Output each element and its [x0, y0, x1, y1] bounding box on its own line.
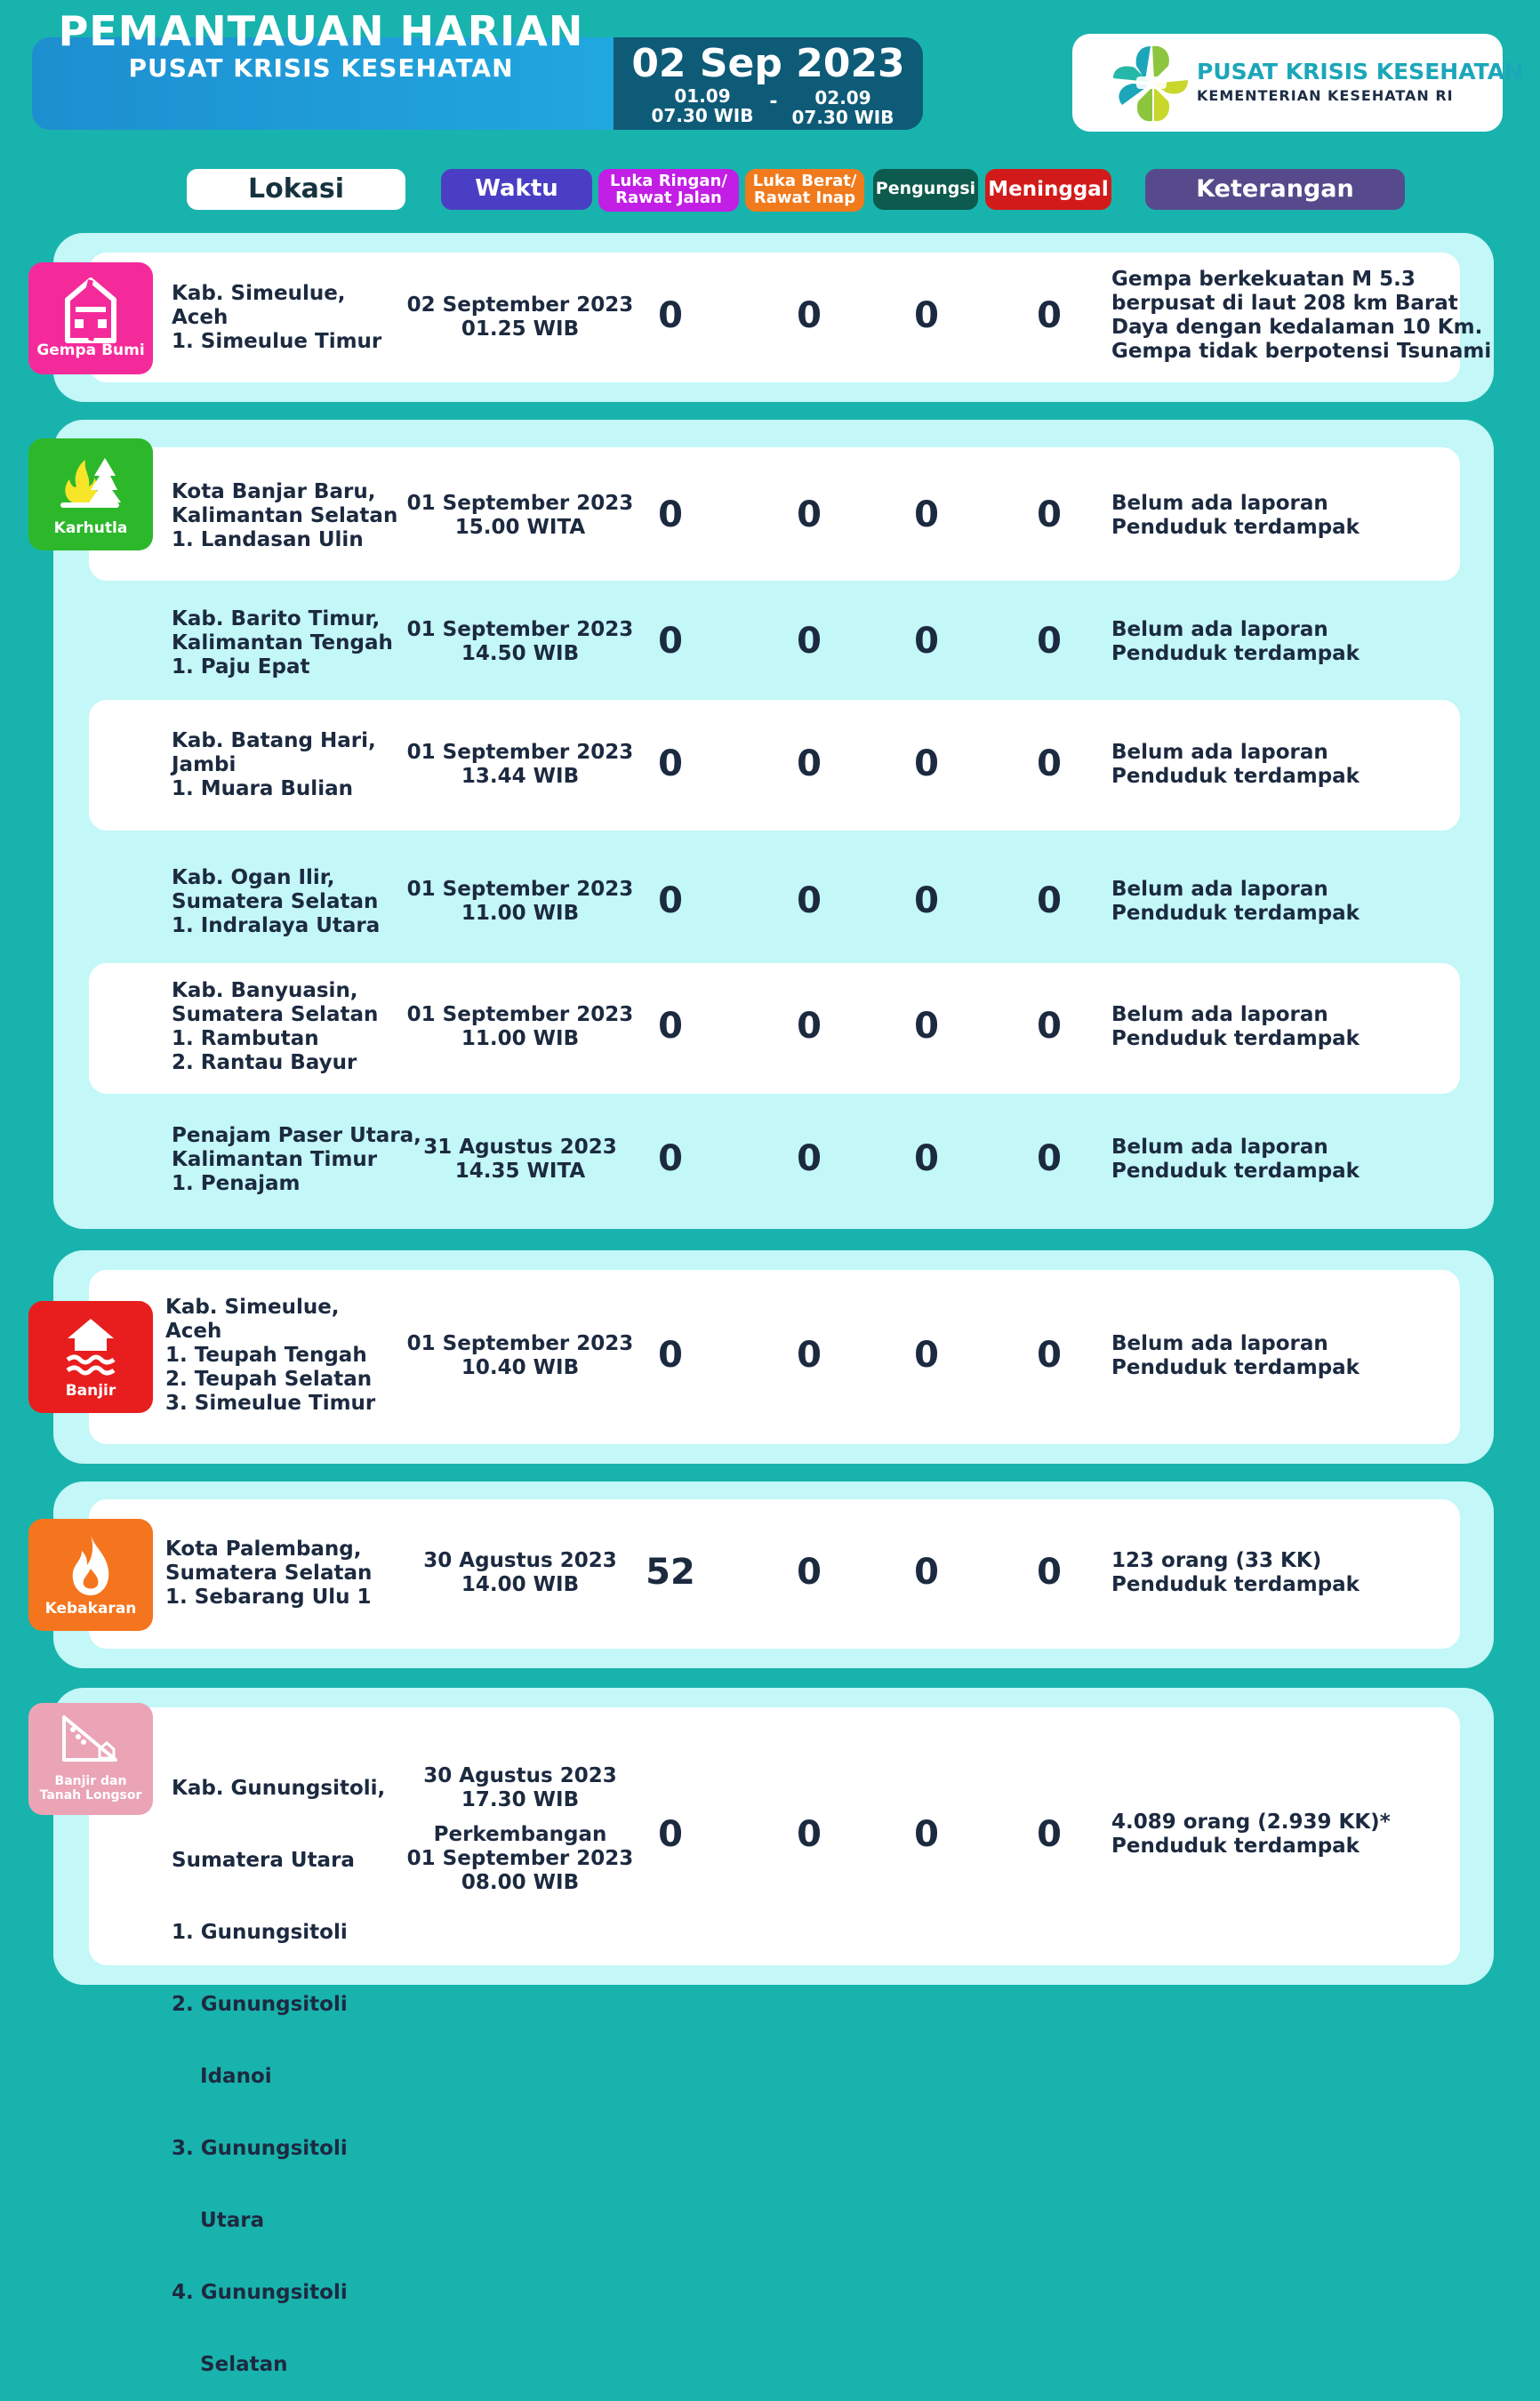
luka-berat-value: 0: [797, 1552, 822, 1593]
location-line: Idanoi: [172, 2065, 272, 2088]
keterangan-line: Belum ada laporan: [1111, 1136, 1328, 1159]
luka-berat-value: 0: [797, 1138, 822, 1179]
time-line: 01 September 2023: [406, 1003, 634, 1026]
meninggal-value: 0: [1037, 494, 1062, 535]
luka-ringan-value: 0: [658, 880, 683, 921]
location-line: Kab. Gunungsitoli,: [172, 1777, 386, 1800]
location-line: Sumatera Utara: [172, 1849, 355, 1872]
time-line: 01 September 2023: [406, 492, 634, 515]
location-text: [165, 1538, 372, 1610]
keterangan-line: Gempa berkekuatan M 5.3: [1111, 268, 1416, 291]
location-line: Penajam Paser Utara,: [172, 1124, 421, 1147]
pengungsi-value: 0: [914, 1814, 939, 1855]
col-header-luka-berat-line1: Luka Berat/: [752, 172, 857, 191]
logo-subtitle: KEMENTERIAN KESEHATAN RI: [1197, 87, 1454, 104]
house-cracked-icon: [64, 277, 117, 344]
location-line: 4. Gunungsitoli: [172, 2281, 348, 2304]
keterangan-text: [1111, 1811, 1391, 1859]
keterangan-text: [1111, 1332, 1360, 1380]
location-text: [172, 1124, 421, 1196]
pengungsi-value: 0: [914, 295, 939, 336]
luka-ringan-value: 0: [658, 1814, 683, 1855]
category-badge-banjir: [28, 1301, 153, 1413]
pengungsi-value: 0: [914, 494, 939, 535]
keterangan-line: Penduduk terdampak: [1111, 1356, 1360, 1379]
pengungsi-value: 0: [914, 621, 939, 662]
time-line: 10.40 WIB: [461, 1356, 580, 1379]
meninggal-value: 0: [1037, 743, 1062, 784]
location-line: Kab. Barito Timur,: [172, 607, 381, 630]
flame-icon: [64, 1533, 117, 1597]
period-to-date: 02.09: [814, 87, 871, 108]
time-line: 13.44 WIB: [461, 765, 580, 788]
location-line: 1. Landasan Ulin: [172, 528, 364, 551]
location-line: Kalimantan Tengah: [172, 631, 393, 654]
location-line: Kalimantan Selatan: [172, 504, 398, 527]
category-label-line: Tanah Longsor: [39, 1788, 142, 1803]
location-text: [172, 979, 378, 1075]
meninggal-value: 0: [1037, 295, 1062, 336]
location-line: Kab. Ogan Ilir,: [172, 866, 335, 889]
keterangan-line: Penduduk terdampak: [1111, 902, 1360, 925]
luka-ringan-value: 0: [658, 621, 683, 662]
luka-berat-value: 0: [797, 494, 822, 535]
period-from-time: 07.30 WIB: [651, 105, 754, 126]
keterangan-line: Penduduk terdampak: [1111, 1835, 1360, 1858]
meninggal-value: 0: [1037, 1006, 1062, 1047]
location-line: 3. Gunungsitoli: [172, 2137, 348, 2160]
luka-berat-value: 0: [797, 880, 822, 921]
location-line: Sumatera Selatan: [172, 890, 379, 913]
location-line: 1. Sebarang Ulu 1: [165, 1586, 372, 1609]
time-line: 01.25 WIB: [461, 317, 580, 341]
period-to-time: 07.30 WIB: [791, 107, 894, 128]
location-line: Selatan: [172, 2353, 288, 2376]
pengungsi-value: 0: [914, 880, 939, 921]
time-text: [400, 1549, 640, 1597]
time-line: Perkembangan: [433, 1823, 607, 1846]
location-line: Kota Banjar Baru,: [172, 480, 376, 503]
keterangan-text: [1111, 1549, 1360, 1597]
location-line: Sumatera Selatan: [172, 1003, 379, 1026]
pengungsi-value: 0: [914, 1138, 939, 1179]
period-from-date: 01.09: [674, 85, 731, 107]
col-header-luka-ringan: [598, 169, 739, 212]
page-title: PEMANTAUAN HARIAN: [58, 7, 584, 55]
luka-ringan-value: 0: [658, 1006, 683, 1047]
logo-icon: [1110, 41, 1191, 126]
location-text: [172, 866, 380, 938]
keterangan-line: Penduduk terdampak: [1111, 1160, 1360, 1183]
location-line: Aceh: [172, 306, 229, 329]
col-header-meninggal: Meninggal: [985, 169, 1111, 210]
luka-berat-value: 0: [797, 743, 822, 784]
keterangan-line: Gempa tidak berpotensi Tsunami: [1111, 340, 1492, 363]
keterangan-line: Belum ada laporan: [1111, 1003, 1328, 1026]
keterangan-text: [1111, 492, 1360, 540]
location-line: 1. Simeulue Timur: [172, 330, 382, 353]
keterangan-line: Belum ada laporan: [1111, 1332, 1328, 1355]
flood-house-icon: [64, 1315, 117, 1377]
keterangan-line: Daya dengan kedalaman 10 Km.: [1111, 316, 1483, 339]
luka-berat-value: 0: [797, 1335, 822, 1376]
col-header-luka-ringan-line2: Rawat Jalan: [615, 189, 722, 207]
time-line: 15.00 WITA: [454, 516, 586, 539]
pengungsi-value: 0: [914, 743, 939, 784]
time-text: [400, 618, 640, 666]
time-text: [400, 1136, 640, 1184]
pengungsi-value: 0: [914, 1552, 939, 1593]
category-badge-kebakaran: [28, 1519, 153, 1631]
meninggal-value: 0: [1037, 1814, 1062, 1855]
keterangan-line: 4.089 orang (2.939 KK)*: [1111, 1811, 1391, 1834]
col-header-luka-berat-line2: Rawat Inap: [753, 189, 856, 207]
location-line: 2. Gunungsitoli: [172, 1993, 348, 2016]
col-header-luka-berat: [745, 169, 864, 212]
meninggal-value: 0: [1037, 880, 1062, 921]
keterangan-line: 123 orang (33 KK): [1111, 1549, 1322, 1572]
keterangan-line: Penduduk terdampak: [1111, 1573, 1360, 1596]
location-line: 1. Indralaya Utara: [172, 914, 381, 937]
category-badge-karhutla: [28, 438, 153, 550]
location-line: Kab. Simeulue,: [165, 1296, 340, 1319]
location-text: [172, 282, 381, 354]
keterangan-line: Penduduk terdampak: [1111, 516, 1360, 539]
keterangan-text: [1111, 268, 1491, 364]
location-line: 3. Simeulue Timur: [165, 1392, 376, 1415]
luka-ringan-value: 0: [658, 743, 683, 784]
time-text: [400, 1003, 640, 1051]
time-line: 08.00 WIB: [461, 1871, 580, 1894]
keterangan-line: Belum ada laporan: [1111, 618, 1328, 641]
category-label: Kebakaran: [44, 1600, 137, 1618]
meninggal-value: 0: [1037, 1335, 1062, 1376]
keterangan-line: Belum ada laporan: [1111, 878, 1328, 901]
time-text: [400, 1332, 640, 1380]
time-text: [400, 1764, 640, 1895]
time-line: 01 September 2023: [406, 1847, 634, 1870]
time-line: 02 September 2023: [406, 293, 634, 317]
location-line: Aceh: [165, 1320, 222, 1343]
keterangan-line: Belum ada laporan: [1111, 492, 1328, 515]
time-line: 14.35 WITA: [454, 1160, 586, 1183]
location-line: Sumatera Selatan: [165, 1562, 373, 1585]
time-line: 30 Agustus 2023: [423, 1549, 617, 1572]
location-line: 1. Teupah Tengah: [165, 1344, 367, 1367]
luka-ringan-value: 0: [658, 1335, 683, 1376]
category-label: [28, 1774, 153, 1803]
landslide-icon: [60, 1714, 119, 1763]
luka-berat-value: 0: [797, 295, 822, 336]
luka-ringan-value: 52: [646, 1552, 695, 1593]
time-text: [400, 741, 640, 789]
period-separator: -: [769, 91, 778, 113]
category-label-line: Banjir dan: [54, 1774, 127, 1788]
time-text: [400, 492, 640, 540]
location-line: 1. Muara Bulian: [172, 777, 353, 800]
luka-ringan-value: 0: [658, 494, 683, 535]
time-line: 01 September 2023: [406, 878, 634, 901]
meninggal-value: 0: [1037, 1138, 1062, 1179]
location-text: [172, 729, 376, 801]
category-badge-longsor: [28, 1703, 153, 1815]
keterangan-text: [1111, 1136, 1360, 1184]
category-label: Karhutla: [53, 519, 128, 537]
location-line: Kab. Batang Hari,: [172, 729, 376, 752]
location-text: [172, 1729, 385, 2401]
location-line: Kota Palembang,: [165, 1538, 362, 1561]
col-header-waktu: Waktu: [441, 169, 592, 210]
luka-berat-value: 0: [797, 621, 822, 662]
category-label: Banjir: [65, 1382, 116, 1400]
location-line: 2. Rantau Bayur: [172, 1051, 357, 1074]
luka-berat-value: 0: [797, 1814, 822, 1855]
keterangan-line: berpusat di laut 208 km Barat: [1111, 292, 1458, 315]
location-line: Jambi: [172, 753, 237, 776]
time-line: 01 September 2023: [406, 1332, 634, 1355]
time-line: 01 September 2023: [406, 618, 634, 641]
location-line: Kab. Banyuasin,: [172, 979, 358, 1002]
page-subtitle: PUSAT KRISIS KESEHATAN: [128, 53, 514, 83]
time-line: 31 Agustus 2023: [423, 1136, 617, 1159]
col-header-pengungsi: Pengungsi: [873, 169, 978, 210]
location-line: Utara: [172, 2209, 265, 2232]
keterangan-line: Penduduk terdampak: [1111, 1027, 1360, 1050]
time-line: 11.00 WIB: [461, 1027, 580, 1050]
luka-berat-value: 0: [797, 1006, 822, 1047]
time-text: [400, 293, 640, 341]
location-text: [172, 607, 393, 679]
col-header-luka-ringan-line1: Luka Ringan/: [610, 172, 727, 191]
keterangan-text: [1111, 1003, 1360, 1051]
keterangan-text: [1111, 741, 1360, 789]
location-line: Kab. Simeulue,: [172, 282, 346, 305]
meninggal-value: 0: [1037, 1552, 1062, 1593]
keterangan-line: Penduduk terdampak: [1111, 765, 1360, 788]
time-line: 30 Agustus 2023: [423, 1764, 617, 1787]
time-line: 14.00 WIB: [461, 1573, 580, 1596]
pengungsi-value: 0: [914, 1006, 939, 1047]
keterangan-line: Penduduk terdampak: [1111, 642, 1360, 665]
location-line: Kalimantan Timur: [172, 1148, 378, 1171]
time-spacer: [400, 1812, 640, 1823]
time-line: 01 September 2023: [406, 741, 634, 764]
time-line: 11.00 WIB: [461, 902, 580, 925]
forest-fire-icon: [59, 453, 121, 510]
location-line: 1. Paju Epat: [172, 655, 310, 679]
pengungsi-value: 0: [914, 1335, 939, 1376]
keterangan-line: Belum ada laporan: [1111, 741, 1328, 764]
luka-ringan-value: 0: [658, 295, 683, 336]
category-label: Gempa Bumi: [36, 341, 145, 359]
logo-title: PUSAT KRISIS KESEHATAN: [1197, 59, 1523, 84]
location-line: 2. Teupah Selatan: [165, 1368, 373, 1391]
luka-ringan-value: 0: [658, 1138, 683, 1179]
category-badge-gempa-bumi: [28, 262, 153, 374]
time-line: 14.50 WIB: [461, 642, 580, 665]
location-line: 1. Gunungsitoli: [172, 1921, 348, 1944]
col-header-lokasi: Lokasi: [187, 169, 405, 210]
location-text: [165, 1296, 375, 1416]
keterangan-text: [1111, 618, 1360, 666]
keterangan-text: [1111, 878, 1360, 926]
report-date: 02 Sep 2023: [631, 41, 905, 86]
location-text: [172, 480, 397, 552]
location-line: 1. Penajam: [172, 1172, 301, 1195]
meninggal-value: 0: [1037, 621, 1062, 662]
col-header-keterangan: Keterangan: [1145, 169, 1405, 210]
time-line: 17.30 WIB: [461, 1788, 580, 1811]
location-line: 1. Rambutan: [172, 1027, 319, 1050]
time-text: [400, 878, 640, 926]
